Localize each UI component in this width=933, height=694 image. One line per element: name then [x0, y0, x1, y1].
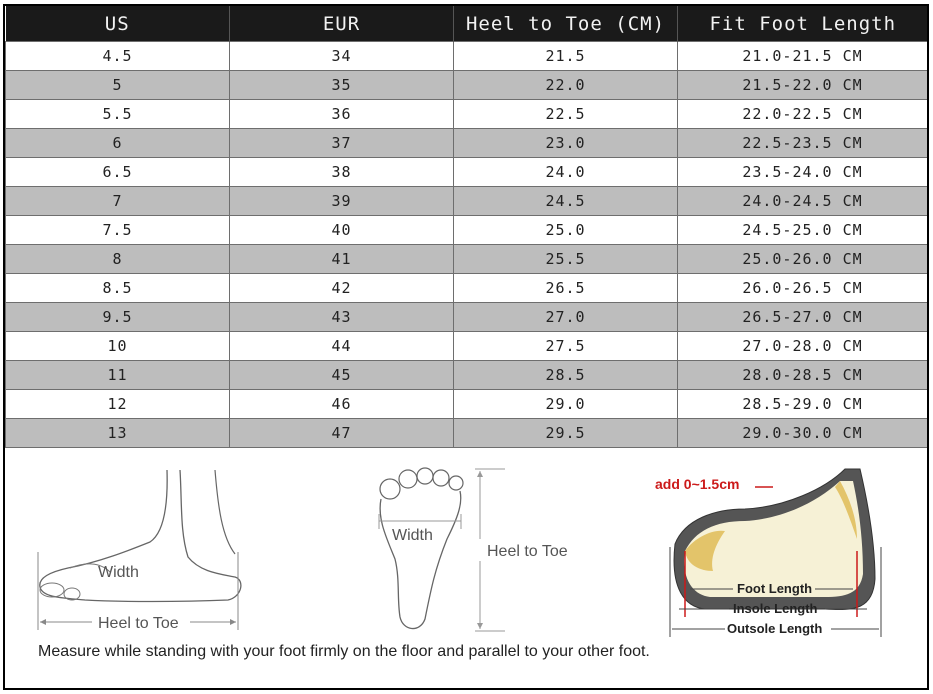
cell-fit-foot-length: 22.0-22.5 CM: [678, 100, 928, 129]
table-row: [6, 419, 928, 448]
side-length-label: Heel to Toe: [98, 615, 179, 632]
cell-fit-foot-length: 24.0-24.5 CM: [678, 187, 928, 216]
cell-eur: 43: [230, 303, 454, 332]
cell-heel-to-toe: 23.0: [454, 129, 678, 158]
cell-us: 4.5: [6, 42, 230, 71]
cell-fit-foot-length: 22.5-23.5 CM: [678, 129, 928, 158]
sole-length-label: Heel to Toe: [487, 543, 568, 560]
cell-eur: 44: [230, 332, 454, 361]
cell-us: 7: [6, 187, 230, 216]
cell-eur: 36: [230, 100, 454, 129]
cell-eur: 38: [230, 158, 454, 187]
cell-us: 7.5: [6, 216, 230, 245]
cell-heel-to-toe: 29.0: [454, 390, 678, 419]
cell-heel-to-toe: 27.5: [454, 332, 678, 361]
cell-heel-to-toe: 24.5: [454, 187, 678, 216]
cell-eur: 41: [230, 245, 454, 274]
cell-heel-to-toe: 27.0: [454, 303, 678, 332]
cell-heel-to-toe: 25.0: [454, 216, 678, 245]
header-eur: EUR: [230, 6, 454, 42]
shoe-section-illustration: [645, 459, 895, 649]
cell-fit-foot-length: 27.0-28.0 CM: [678, 332, 928, 361]
measure-instruction: Measure while standing with your foot firmly on the floor and parallel to your other foot.: [38, 643, 650, 660]
cell-eur: 37: [230, 129, 454, 158]
size-table-body: [6, 42, 928, 448]
sole-width-label: Width: [392, 527, 433, 544]
table-row: [6, 129, 928, 158]
table-row: [6, 361, 928, 390]
cell-us: 8.5: [6, 274, 230, 303]
cell-fit-foot-length: 26.5-27.0 CM: [678, 303, 928, 332]
table-row: [6, 332, 928, 361]
side-foot-illustration: [30, 462, 260, 652]
cell-fit-foot-length: 28.5-29.0 CM: [678, 390, 928, 419]
table-row: [6, 158, 928, 187]
cell-heel-to-toe: 22.5: [454, 100, 678, 129]
cell-us: 12: [6, 390, 230, 419]
table-row: [6, 245, 928, 274]
cell-us: 9.5: [6, 303, 230, 332]
add-note: add 0~1.5cm: [655, 476, 740, 492]
cell-eur: 46: [230, 390, 454, 419]
table-row: [6, 216, 928, 245]
insole-length-label: Insole Length: [733, 601, 818, 616]
cell-us: 5.5: [6, 100, 230, 129]
header-heel-to-toe: Heel to Toe (CM): [454, 6, 678, 42]
cell-fit-foot-length: 24.5-25.0 CM: [678, 216, 928, 245]
header-us: US: [6, 6, 230, 42]
cell-eur: 34: [230, 42, 454, 71]
cell-eur: 35: [230, 71, 454, 100]
table-row: [6, 42, 928, 71]
cell-fit-foot-length: 21.5-22.0 CM: [678, 71, 928, 100]
side-width-label: Width: [98, 564, 139, 581]
cell-eur: 39: [230, 187, 454, 216]
cell-heel-to-toe: 22.0: [454, 71, 678, 100]
sole-foot-illustration: [365, 459, 595, 649]
cell-us: 6: [6, 129, 230, 158]
cell-us: 13: [6, 419, 230, 448]
cell-us: 11: [6, 361, 230, 390]
cell-fit-foot-length: 23.5-24.0 CM: [678, 158, 928, 187]
cell-eur: 47: [230, 419, 454, 448]
measurement-diagram: [5, 447, 927, 688]
cell-heel-to-toe: 29.5: [454, 419, 678, 448]
cell-us: 10: [6, 332, 230, 361]
table-header-row: [6, 6, 928, 42]
outsole-length-label: Outsole Length: [727, 621, 823, 636]
cell-fit-foot-length: 26.0-26.5 CM: [678, 274, 928, 303]
cell-eur: 40: [230, 216, 454, 245]
foot-length-label: Foot Length: [737, 581, 813, 596]
size-chart: [3, 4, 929, 690]
header-fit-foot-length: Fit Foot Length: [678, 6, 928, 42]
table-row: [6, 390, 928, 419]
cell-fit-foot-length: 29.0-30.0 CM: [678, 419, 928, 448]
table-row: [6, 100, 928, 129]
cell-fit-foot-length: 21.0-21.5 CM: [678, 42, 928, 71]
cell-eur: 45: [230, 361, 454, 390]
table-row: [6, 71, 928, 100]
table-row: [6, 274, 928, 303]
cell-heel-to-toe: 21.5: [454, 42, 678, 71]
cell-us: 5: [6, 71, 230, 100]
cell-heel-to-toe: 26.5: [454, 274, 678, 303]
table-row: [6, 187, 928, 216]
cell-eur: 42: [230, 274, 454, 303]
cell-us: 8: [6, 245, 230, 274]
cell-us: 6.5: [6, 158, 230, 187]
cell-heel-to-toe: 24.0: [454, 158, 678, 187]
size-table: [5, 6, 928, 448]
cell-heel-to-toe: 28.5: [454, 361, 678, 390]
cell-fit-foot-length: 28.0-28.5 CM: [678, 361, 928, 390]
cell-fit-foot-length: 25.0-26.0 CM: [678, 245, 928, 274]
table-row: [6, 303, 928, 332]
cell-heel-to-toe: 25.5: [454, 245, 678, 274]
